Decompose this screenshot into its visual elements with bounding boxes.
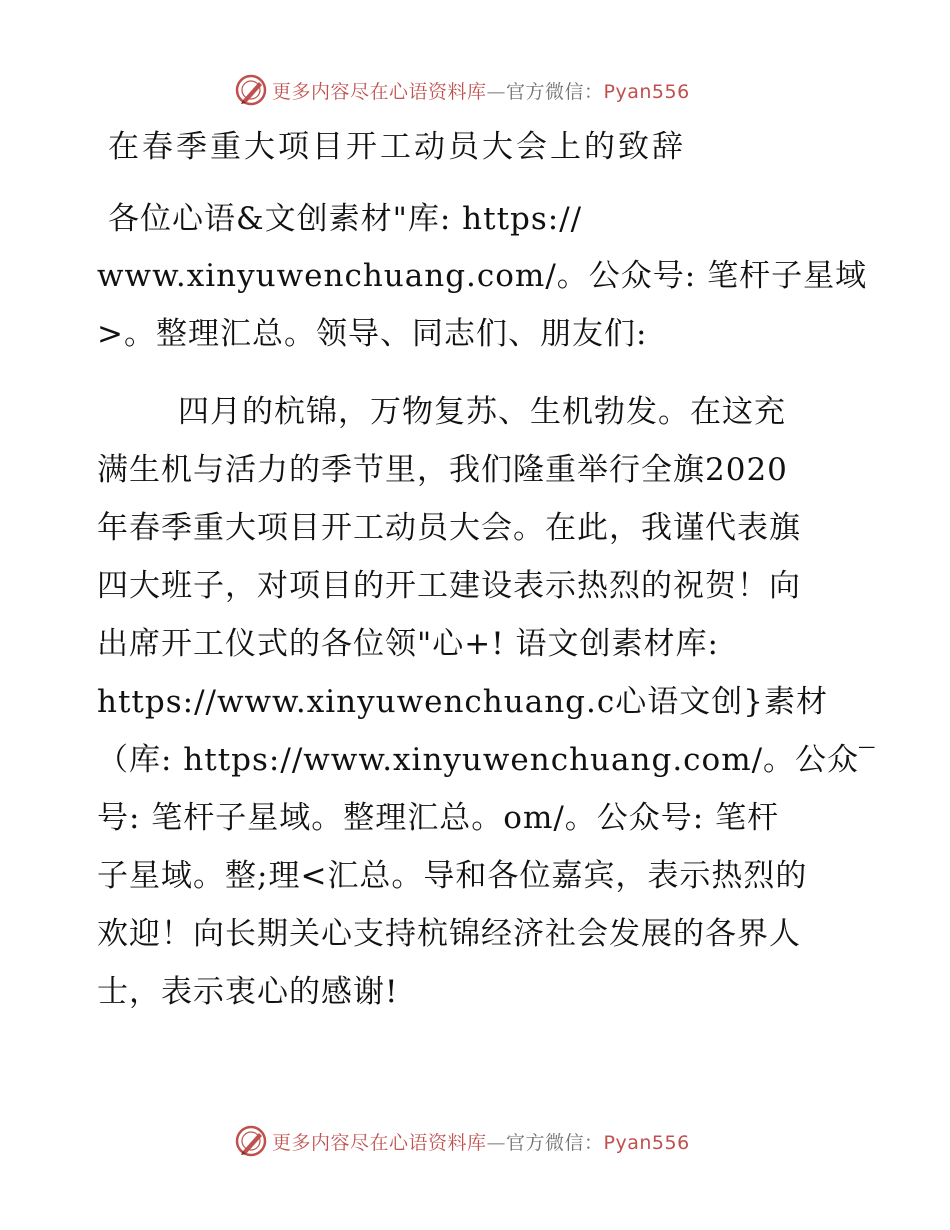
banner-separator: — xyxy=(486,1131,507,1154)
pen-logo-icon xyxy=(234,1124,268,1158)
body-line: 子星域。整;理<汇总。导和各位嘉宾，表示热烈的 xyxy=(97,858,808,894)
body-line: （库: https://www.xinyuwenchuang.com/。公众‾ xyxy=(97,742,876,778)
body-line: 欢迎！向长期关心支持杭锦经济社会发展的各界人 xyxy=(97,916,801,952)
body-line: https://www.xinyuwenchuang.c心语文创}素材 xyxy=(97,684,828,720)
body-line: 四月的杭锦，万物复苏、生机勃发。在这充 xyxy=(178,394,786,430)
banner-wechat-label: 官方微信： xyxy=(506,80,604,103)
body-line: 各位心语&文创素材"库: https:// xyxy=(108,201,583,237)
banner-separator: — xyxy=(486,80,507,103)
body-line: 号: 笔杆子星域。整理汇总。om/。公众号: 笔杆 xyxy=(97,800,780,836)
banner-main-text: 更多内容尽在心语资料库 xyxy=(272,1131,487,1154)
document-title: 在春季重大项目开工动员大会上的致辞 xyxy=(108,129,686,165)
body-line: 年春季重大项目开工动员大会。在此，我谨代表旗 xyxy=(97,510,801,546)
body-line: 出席开工仪式的各位领"心+! 语文创素材库: xyxy=(97,626,719,662)
banner-main-text: 更多内容尽在心语资料库 xyxy=(272,80,487,103)
banner-text xyxy=(272,1128,690,1155)
banner-wechat-id: Pyan556 xyxy=(603,80,690,103)
body-line: 满生机与活力的季节里，我们隆重举行全旗2020 xyxy=(97,452,788,488)
pen-logo-icon xyxy=(234,73,268,107)
body-line: 四大班子，对项目的开工建设表示热烈的祝贺！向 xyxy=(97,568,801,604)
footer-banner xyxy=(234,1124,690,1158)
body-line: 士，表示衷心的感谢! xyxy=(97,974,399,1010)
body-line: >。整理汇总。领导、同志们、朋友们: xyxy=(97,316,648,352)
banner-text xyxy=(272,77,690,104)
banner-wechat-id: Pyan556 xyxy=(603,1131,690,1154)
header-banner xyxy=(234,73,690,107)
banner-wechat-label: 官方微信： xyxy=(506,1131,604,1154)
body-line: www.xinyuwenchuang.com/。公众号: 笔杆子星域 xyxy=(97,258,868,294)
